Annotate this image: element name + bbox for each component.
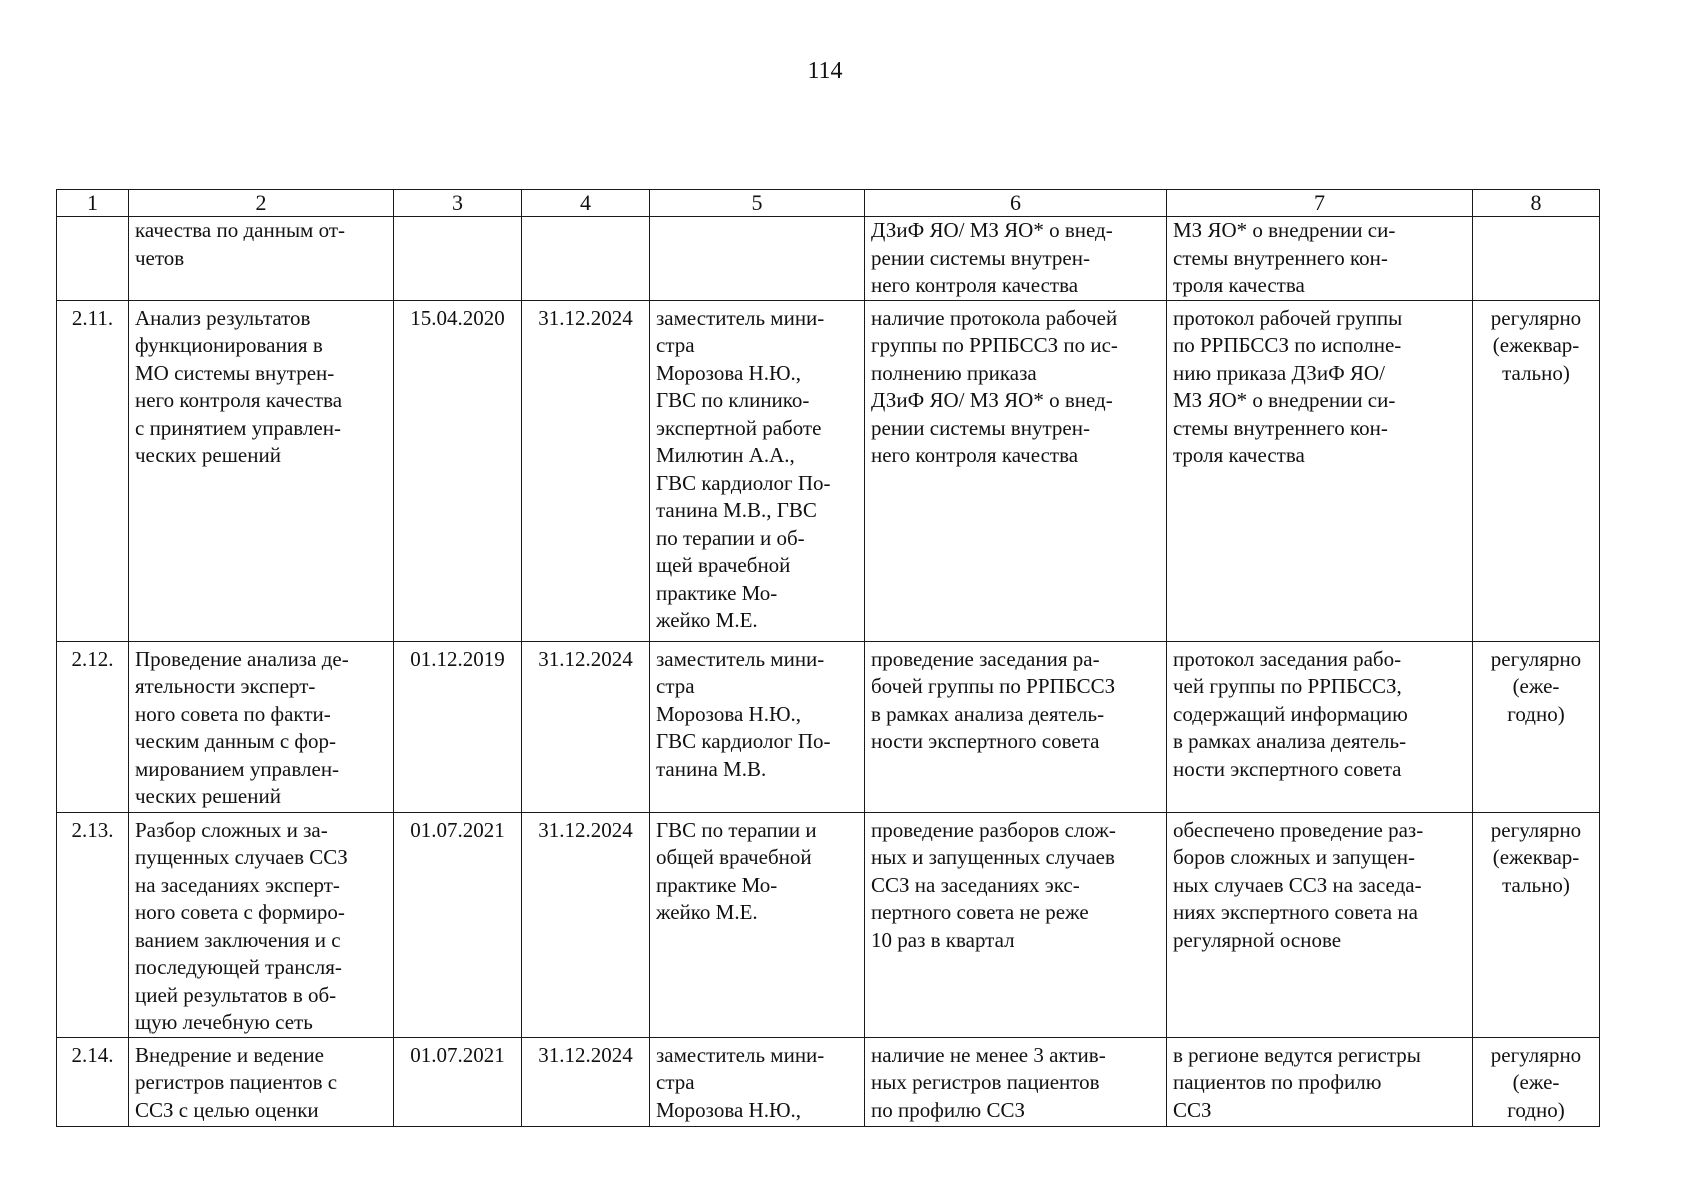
- frequency-cell-line: тально): [1502, 360, 1570, 385]
- task-cell-line: щую лечебную сеть: [135, 1010, 313, 1034]
- result-cell-line: регулярной основе: [1173, 927, 1342, 952]
- result-cell: [1167, 217, 1473, 301]
- task-cell-line: с принятием управлен-: [135, 415, 341, 440]
- indicator-cell: [865, 1037, 1167, 1126]
- indicator-cell-line: проведение разборов слож-: [871, 817, 1116, 842]
- column-number-row: [57, 190, 1600, 217]
- result-cell: [1167, 641, 1473, 812]
- result-cell-line: троля качества: [1173, 443, 1305, 467]
- responsible-cell-line: заместитель мини-: [656, 646, 825, 671]
- indicator-cell-line: ных и запущенных случаев: [871, 845, 1115, 869]
- end-date: [522, 217, 650, 301]
- result-cell: [1167, 812, 1473, 1037]
- responsible-cell-line: общей врачебной: [656, 845, 812, 869]
- task-cell-line: на заседаниях эксперт-: [135, 872, 340, 897]
- responsible-cell: [650, 300, 865, 641]
- indicator-cell-line: ности экспертного совета: [871, 729, 1100, 753]
- indicator-cell-line: ДЗиФ ЯО/ МЗ ЯО* о внед-: [871, 218, 1113, 242]
- indicator-cell-line: ССЗ на заседаниях экс-: [871, 872, 1080, 897]
- indicator-cell-line: наличие протокола рабочей: [871, 305, 1118, 330]
- responsible-cell-line: по терапии и об-: [656, 525, 805, 550]
- task-cell-line: ческих решений: [135, 784, 281, 808]
- task-cell: [129, 217, 394, 301]
- responsible-cell-line: щей врачебной: [656, 553, 791, 577]
- item-number: 2.12.: [57, 641, 129, 812]
- indicator-cell-line: него контроля качества: [871, 443, 1079, 467]
- column-number: 4: [522, 190, 650, 217]
- task-cell: [129, 1037, 394, 1126]
- indicator-cell-line: 10 раз в квартал: [871, 927, 1015, 952]
- result-cell: [1167, 300, 1473, 641]
- table-row: [57, 217, 1600, 301]
- end-date: 31.12.2024: [522, 300, 650, 641]
- result-cell-line: по РРПБССЗ по исполне-: [1173, 333, 1402, 357]
- frequency-cell-line: регулярно: [1490, 646, 1582, 671]
- responsible-cell-line: ГВС по клинико-: [656, 388, 810, 412]
- result-cell-line: содержащий информацию: [1173, 701, 1408, 726]
- task-cell-line: пущенных случаев ССЗ: [135, 845, 348, 869]
- responsible-cell-line: ГВС кардиолог По-: [656, 470, 831, 495]
- column-number: 1: [57, 190, 129, 217]
- responsible-cell-line: ГВС кардиолог По-: [656, 729, 831, 753]
- table-row: [57, 1037, 1600, 1126]
- start-date: [394, 217, 522, 301]
- task-cell-line: ССЗ с целью оценки: [135, 1097, 319, 1122]
- frequency-cell-line: годно): [1507, 701, 1565, 726]
- action-plan-table: [56, 189, 1600, 1127]
- indicator-cell-line: пертного совета не реже: [871, 900, 1089, 924]
- indicator-cell-line: полнению приказа: [871, 360, 1037, 385]
- start-date: 15.04.2020: [394, 300, 522, 641]
- task-cell-line: ного совета по факти-: [135, 701, 331, 726]
- indicator-cell: [865, 641, 1167, 812]
- responsible-cell-line: ГВС по терапии и: [656, 817, 817, 842]
- task-cell: [129, 641, 394, 812]
- responsible-cell-line: стра: [656, 333, 695, 357]
- result-cell-line: МЗ ЯО* о внедрении си-: [1173, 388, 1396, 412]
- indicator-cell-line: группы по РРПБССЗ по ис-: [871, 333, 1118, 357]
- table-row: [57, 300, 1600, 641]
- indicator-cell-line: наличие не менее 3 актив-: [871, 1042, 1106, 1067]
- column-number: 5: [650, 190, 865, 217]
- start-date: 01.07.2021: [394, 812, 522, 1037]
- page-number: 114: [807, 58, 843, 84]
- task-cell-line: ятельности эксперт-: [135, 674, 316, 698]
- result-cell-line: в регионе ведутся регистры: [1173, 1042, 1421, 1067]
- task-cell-line: МО системы внутрен-: [135, 360, 335, 385]
- frequency-cell-line: регулярно: [1490, 817, 1582, 842]
- task-cell-line: Разбор сложных и за-: [135, 817, 328, 842]
- responsible-cell-line: жейко М.Е.: [656, 900, 758, 924]
- indicator-cell-line: бочей группы по РРПБССЗ: [871, 674, 1116, 698]
- start-date: 01.12.2019: [394, 641, 522, 812]
- frequency-cell: [1473, 217, 1600, 301]
- indicator-cell-line: рении системы внутрен-: [871, 415, 1090, 440]
- task-cell-line: ванием заключения и с: [135, 927, 341, 952]
- frequency-cell-line: тально): [1502, 872, 1570, 897]
- frequency-cell: [1473, 1037, 1600, 1126]
- item-number: 2.14.: [57, 1037, 129, 1126]
- task-cell-line: Проведение анализа де-: [135, 646, 349, 671]
- task-cell-line: четов: [135, 245, 185, 270]
- responsible-cell: [650, 641, 865, 812]
- indicator-cell-line: в рамках анализа деятель-: [871, 701, 1105, 726]
- task-cell-line: функционирования в: [135, 333, 323, 357]
- responsible-cell: [650, 217, 865, 301]
- result-cell-line: обеспечено проведение раз-: [1173, 817, 1424, 842]
- responsible-cell-line: Морозова Н.Ю.,: [656, 1097, 802, 1122]
- responsible-cell-line: танина М.В.: [656, 756, 767, 781]
- indicator-cell: [865, 300, 1167, 641]
- task-cell-line: Внедрение и ведение: [135, 1042, 324, 1067]
- column-number: 8: [1473, 190, 1600, 217]
- table-row: [57, 641, 1600, 812]
- result-cell-line: пациентов по профилю: [1173, 1070, 1382, 1094]
- frequency-cell-line: годно): [1507, 1097, 1565, 1122]
- indicator-cell: [865, 217, 1167, 301]
- task-cell: [129, 812, 394, 1037]
- indicator-cell: [865, 812, 1167, 1037]
- responsible-cell-line: практике Мо-: [656, 580, 778, 605]
- responsible-cell-line: стра: [656, 1070, 695, 1094]
- responsible-cell: [650, 812, 865, 1037]
- result-cell-line: боров сложных и запущен-: [1173, 845, 1416, 869]
- result-cell-line: ных случаев ССЗ на заседа-: [1173, 872, 1422, 897]
- responsible-cell-line: заместитель мини-: [656, 305, 825, 330]
- responsible-cell-line: Морозова Н.Ю.,: [656, 701, 802, 726]
- responsible-cell-line: жейко М.Е.: [656, 608, 758, 632]
- task-cell-line: последующей трансля-: [135, 955, 342, 979]
- item-number: 2.11.: [57, 300, 129, 641]
- indicator-cell-line: ДЗиФ ЯО/ МЗ ЯО* о внед-: [871, 388, 1113, 412]
- task-cell-line: качества по данным от-: [135, 218, 345, 242]
- indicator-cell-line: проведение заседания ра-: [871, 646, 1100, 671]
- table-row: [57, 812, 1600, 1037]
- result-cell-line: стемы внутреннего кон-: [1173, 415, 1388, 440]
- indicator-cell-line: него контроля качества: [871, 273, 1079, 297]
- item-number: 2.13.: [57, 812, 129, 1037]
- result-cell-line: в рамках анализа деятель-: [1173, 729, 1407, 753]
- task-cell-line: него контроля качества: [135, 388, 343, 412]
- end-date: 31.12.2024: [522, 1037, 650, 1126]
- frequency-cell-line: регулярно: [1490, 1042, 1582, 1067]
- column-number: 7: [1167, 190, 1473, 217]
- result-cell-line: стемы внутреннего кон-: [1173, 245, 1388, 270]
- start-date: 01.07.2021: [394, 1037, 522, 1126]
- frequency-cell: [1473, 300, 1600, 641]
- result-cell-line: троля качества: [1173, 273, 1305, 297]
- frequency-cell-line: регулярно: [1490, 305, 1582, 330]
- task-cell-line: регистров пациентов с: [135, 1070, 338, 1094]
- task-cell-line: цией результатов в об-: [135, 982, 337, 1007]
- responsible-cell-line: Милютин А.А.,: [656, 443, 795, 467]
- result-cell-line: протокол заседания рабо-: [1173, 646, 1402, 671]
- task-cell-line: ного совета с формиро-: [135, 900, 345, 924]
- end-date: 31.12.2024: [522, 641, 650, 812]
- responsible-cell-line: заместитель мини-: [656, 1042, 825, 1067]
- responsible-cell-line: Морозова Н.Ю.,: [656, 360, 802, 385]
- column-number: 3: [394, 190, 522, 217]
- end-date: 31.12.2024: [522, 812, 650, 1037]
- responsible-cell-line: стра: [656, 674, 695, 698]
- task-cell-line: мированием управлен-: [135, 756, 340, 781]
- frequency-cell-line: (ежеквар-: [1492, 333, 1580, 357]
- responsible-cell-line: практике Мо-: [656, 872, 778, 897]
- task-cell-line: ческих решений: [135, 443, 281, 467]
- result-cell-line: протокол рабочей группы: [1173, 305, 1403, 330]
- frequency-cell: [1473, 641, 1600, 812]
- frequency-cell-line: (ежеквар-: [1492, 845, 1580, 869]
- frequency-cell: [1473, 812, 1600, 1037]
- column-number: 2: [129, 190, 394, 217]
- task-cell-line: Анализ результатов: [135, 305, 311, 330]
- result-cell-line: чей группы по РРПБССЗ,: [1173, 674, 1402, 698]
- result-cell-line: МЗ ЯО* о внедрении си-: [1173, 218, 1396, 242]
- indicator-cell-line: ных регистров пациентов: [871, 1070, 1100, 1094]
- frequency-cell-line: (еже-: [1512, 1070, 1560, 1094]
- responsible-cell-line: танина М.В., ГВС: [656, 498, 817, 522]
- task-cell: [129, 300, 394, 641]
- column-number: 6: [865, 190, 1167, 217]
- result-cell-line: ССЗ: [1173, 1097, 1212, 1122]
- result-cell-line: ности экспертного совета: [1173, 756, 1402, 781]
- frequency-cell-line: (еже-: [1512, 674, 1560, 698]
- indicator-cell-line: по профилю ССЗ: [871, 1097, 1026, 1122]
- result-cell-line: ниях экспертного совета на: [1173, 900, 1418, 924]
- indicator-cell-line: рении системы внутрен-: [871, 245, 1090, 270]
- result-cell-line: нию приказа ДЗиФ ЯО/: [1173, 360, 1385, 385]
- responsible-cell-line: экспертной работе: [656, 415, 822, 440]
- task-cell-line: ческим данным с фор-: [135, 729, 337, 753]
- responsible-cell: [650, 1037, 865, 1126]
- result-cell: [1167, 1037, 1473, 1126]
- item-number: [57, 217, 129, 301]
